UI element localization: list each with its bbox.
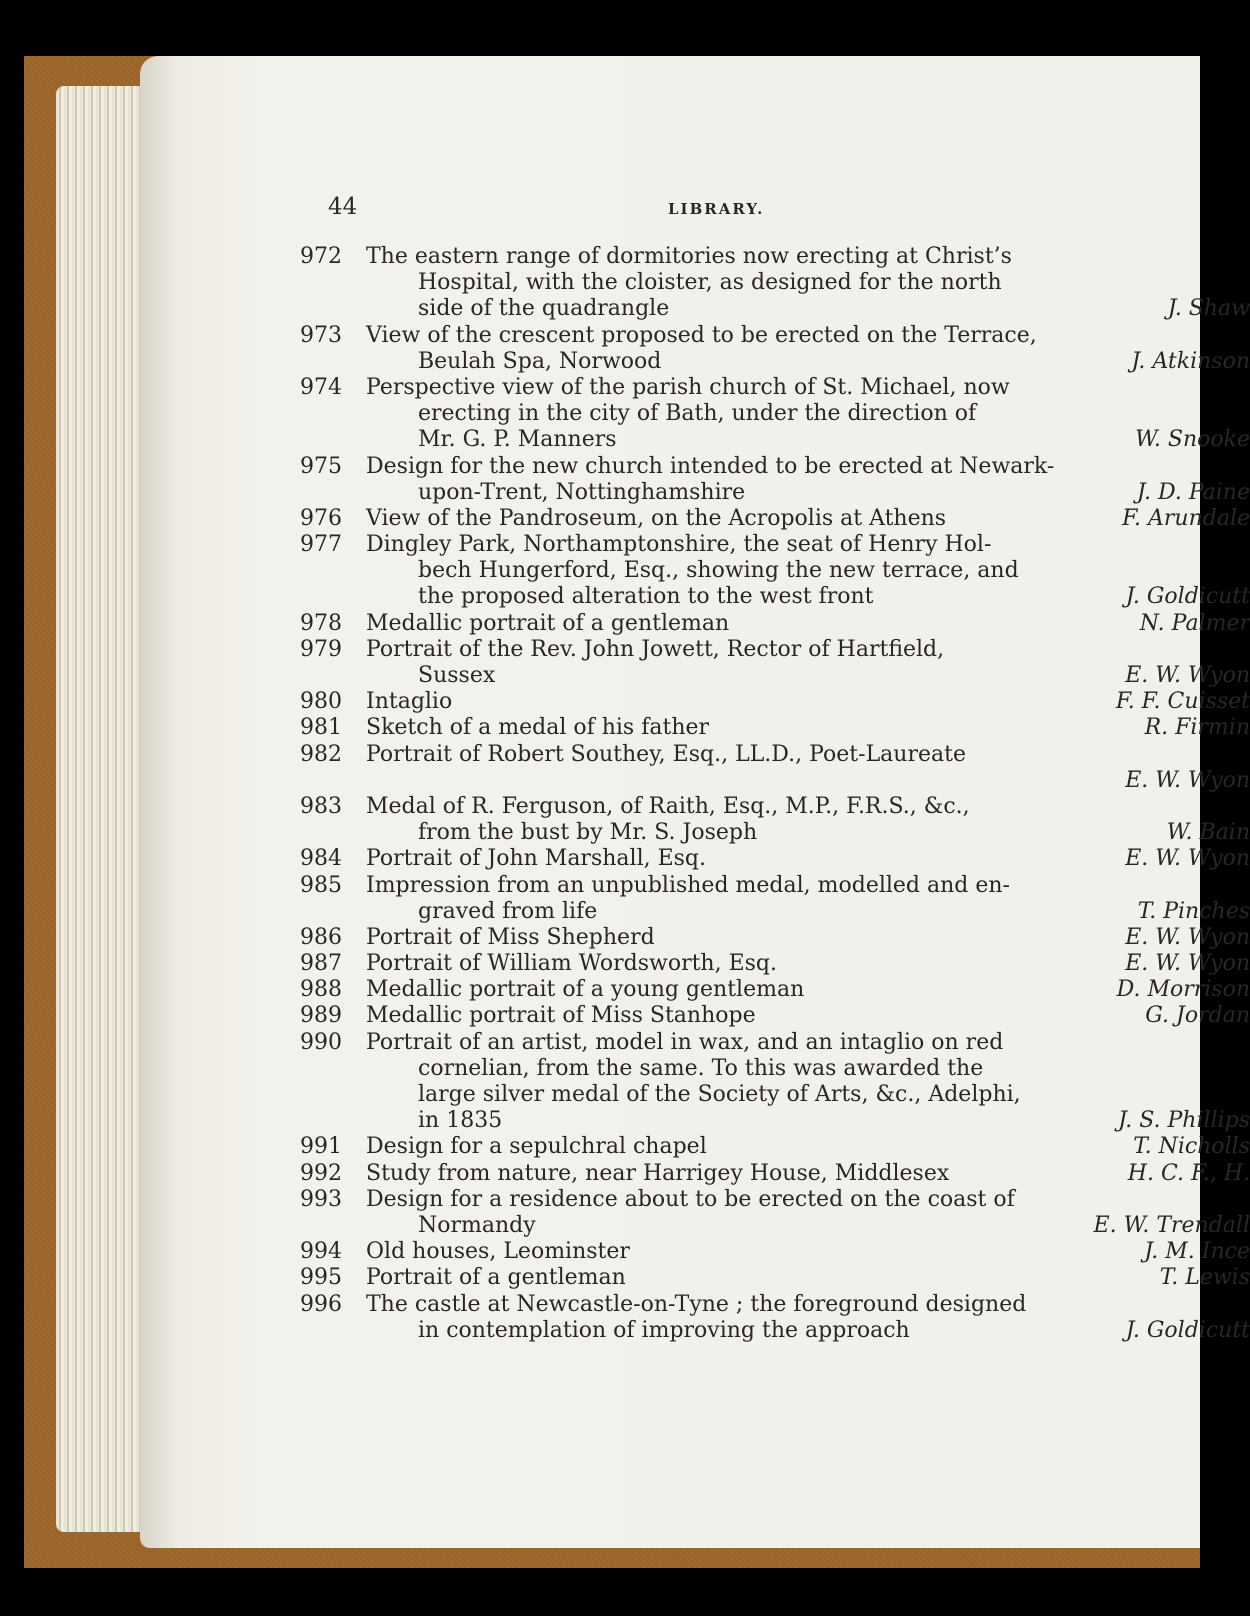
catalogue-entry (300, 1003, 1250, 1029)
entry-text: Beulah Spa, Norwood (418, 348, 662, 374)
entry-text: Medal of R. Ferguson, of Raith, Esq., M.P., F.R.S., &c., (366, 793, 970, 819)
entry-line (300, 925, 1250, 951)
entry-line (300, 532, 1250, 558)
entry-number: 972 (300, 244, 342, 269)
catalogue-entry (300, 375, 1250, 454)
catalogue-entry (300, 454, 1250, 506)
page-header (140, 194, 1200, 228)
entry-text: Sketch of a medal of his father (366, 715, 710, 741)
entry-line (300, 794, 1250, 820)
entry-text: Study from nature, near Harrigey House, Middlesex (366, 1160, 950, 1186)
catalogue-entry (300, 873, 1250, 925)
entry-line (300, 401, 1250, 427)
catalogue-entry (300, 794, 1250, 846)
catalogue-entry (300, 637, 1250, 689)
entry-text: Medallic portrait of Miss Stanhope (366, 1003, 756, 1029)
entry-line (300, 899, 1250, 925)
entry-number: 982 (300, 741, 342, 767)
entry-line (300, 558, 1250, 584)
entry-artist: T. Lewis (1159, 1265, 1250, 1291)
catalogue-entry (300, 1292, 1250, 1344)
entry-text: Old houses, Leominster (366, 1239, 630, 1265)
entry-number: 973 (300, 322, 342, 348)
entry-line (300, 584, 1250, 610)
entry-number: 993 (300, 1186, 342, 1212)
entry-artist: E. W. Trendall (1093, 1212, 1250, 1238)
entry-line (300, 1082, 1250, 1108)
entry-artist: J. M. Ince (1144, 1239, 1250, 1265)
entry-text: Portrait of an artist, model in wax, and an intaglio on red (366, 1029, 1004, 1055)
entry-line (300, 480, 1250, 506)
entry-line (300, 1108, 1250, 1134)
entry-number: 990 (300, 1029, 342, 1055)
entry-line (300, 270, 1250, 296)
entry-line (300, 663, 1250, 689)
entry-text: Dingley Park, Northamptonshire, the seat of Henry Hol- (366, 532, 992, 558)
entry-number: 995 (300, 1265, 342, 1291)
entry-number: 984 (300, 846, 342, 872)
entry-number: 981 (300, 715, 342, 741)
entry-text: graved from life (418, 898, 598, 924)
catalogue-entry (300, 611, 1250, 637)
entry-text: Portrait of John Marshall, Esq. (366, 846, 707, 872)
entry-line (300, 1056, 1250, 1082)
entry-artist: E. W. Wyon (1125, 924, 1250, 950)
entry-line (300, 1265, 1250, 1291)
entry-line (300, 1030, 1250, 1056)
entry-artist: N. Palmer (1139, 610, 1250, 636)
entry-line (300, 1318, 1250, 1344)
entry-text: Portrait of the Rev. John Jowett, Rector of Hartfield, (366, 636, 945, 662)
entry-number: 987 (300, 951, 342, 977)
entry-text: side of the quadrangle (418, 296, 670, 322)
entry-line (300, 951, 1250, 977)
entry-artist: F. Arundale (1122, 505, 1250, 531)
entry-number: 983 (300, 793, 342, 819)
entry-text: from the bust by Mr. S. Joseph (418, 820, 758, 846)
entry-line (300, 1003, 1250, 1029)
entry-line (300, 323, 1250, 349)
entry-line (300, 768, 1250, 794)
entry-number: 979 (300, 636, 342, 662)
entry-artist: W. Bain (1166, 820, 1250, 846)
entry-line (300, 1239, 1250, 1265)
entry-text: Design for a sepulchral chapel (366, 1134, 707, 1160)
entry-text: Normandy (418, 1212, 536, 1238)
entry-artist: J. Shaw (1167, 296, 1250, 322)
entry-text: Intaglio (366, 689, 453, 715)
entry-line (300, 846, 1250, 872)
catalogue-entry (300, 715, 1250, 741)
entry-number: 986 (300, 924, 342, 950)
entry-number: 977 (300, 532, 342, 558)
entry-text: in contemplation of improving the approach (418, 1317, 910, 1343)
entry-text: the proposed alteration to the west front (418, 584, 874, 610)
entry-number: 974 (300, 374, 342, 400)
catalogue-entries (300, 244, 1250, 1344)
entry-text: Sussex (418, 663, 496, 688)
entry-text: Design for a residence about to be erected on the coast of (366, 1186, 1015, 1212)
catalogue-entry (300, 506, 1250, 532)
entry-artist: W. Snooke (1135, 427, 1250, 453)
entry-line (300, 689, 1250, 715)
entry-text: Medallic portrait of a gentleman (366, 610, 730, 636)
catalogue-entry (300, 925, 1250, 951)
entry-artist: J. Atkinson (1131, 348, 1250, 374)
entry-number: 978 (300, 610, 342, 636)
entry-artist: E. W. Wyon (1125, 846, 1250, 872)
entry-text: Medallic portrait of a young gentleman (366, 977, 805, 1003)
entry-artist: J. Goldicutt (1125, 1317, 1250, 1343)
page-number: 44 (328, 194, 358, 220)
entry-artist: T. Pinches (1137, 898, 1250, 924)
entry-text: View of the Pandroseum, on the Acropolis at Athens (366, 505, 947, 531)
entry-artist: D. Morrison (1116, 977, 1250, 1003)
entry-text: Hospital, with the cloister, as designed for the north (418, 270, 1002, 296)
entry-text: The castle at Newcastle-on-Tyne ; the foreground designed (366, 1291, 1027, 1317)
entry-text: Portrait of a gentleman (366, 1265, 626, 1291)
entry-line (300, 820, 1250, 846)
entry-line (300, 454, 1250, 480)
catalogue-entry (300, 742, 1250, 794)
catalogue-entry (300, 977, 1250, 1003)
entry-number: 994 (300, 1239, 342, 1265)
entry-line (300, 296, 1250, 322)
entry-artist: J. Goldicutt (1125, 584, 1250, 610)
entry-line (300, 1292, 1250, 1318)
entry-artist: R. Firmin (1144, 715, 1250, 741)
entry-number: 996 (300, 1291, 342, 1317)
entry-text: large silver medal of the Society of Arts, &c., Adelphi, (418, 1082, 1021, 1107)
entry-text: cornelian, from the same. To this was awarded the (418, 1055, 984, 1081)
entry-line (300, 1161, 1250, 1187)
entry-line (300, 1213, 1250, 1239)
entry-text: erecting in the city of Bath, under the direction of (418, 401, 977, 427)
catalogue-entry (300, 1134, 1250, 1160)
entry-artist: J. S. Phillips (1118, 1108, 1250, 1134)
entry-text: Mr. G. P. Manners (418, 427, 617, 453)
entry-artist: E. W. Wyon (1125, 767, 1250, 793)
entry-text: upon-Trent, Nottinghamshire (418, 479, 746, 505)
book-page (140, 56, 1250, 1548)
entry-artist: T. Nicholls (1133, 1134, 1250, 1160)
entry-artist: F. F. Cuisset (1115, 689, 1250, 715)
entry-artist: G. Jordan (1145, 1003, 1250, 1029)
entry-line (300, 427, 1250, 453)
entry-text: Design for the new church intended to be erected at Newark- (366, 453, 1055, 479)
entry-number: 975 (300, 453, 342, 479)
entry-text: View of the crescent proposed to be erected on the Terrace, (366, 322, 1037, 348)
catalogue-entry (300, 1161, 1250, 1187)
catalogue-entry (300, 244, 1250, 323)
entry-artist: E. W. Wyon (1125, 951, 1250, 977)
entry-number: 992 (300, 1160, 342, 1186)
entry-text: Perspective view of the parish church of St. Michael, now (366, 374, 1010, 400)
catalogue-entry (300, 951, 1250, 977)
catalogue-entry (300, 846, 1250, 872)
entry-line (300, 244, 1250, 270)
entry-number: 991 (300, 1134, 342, 1160)
catalogue-entry (300, 1265, 1250, 1291)
entry-text: in 1835 (418, 1108, 503, 1134)
entry-number: 989 (300, 1003, 342, 1029)
entry-line (300, 637, 1250, 663)
catalogue-entry (300, 1187, 1250, 1239)
catalogue-entry (300, 323, 1250, 375)
entry-line (300, 506, 1250, 532)
catalogue-entry (300, 1030, 1250, 1135)
entry-number: 976 (300, 505, 342, 531)
entry-line (300, 977, 1250, 1003)
entry-text: Portrait of Robert Southey, Esq., LL.D., Poet-Laureate (366, 741, 966, 767)
entry-line (300, 1134, 1250, 1160)
catalogue-entry (300, 1239, 1250, 1265)
entry-number: 985 (300, 872, 342, 898)
entry-line (300, 1187, 1250, 1213)
running-head: LIBRARY. (668, 200, 765, 218)
entry-text: Portrait of William Wordsworth, Esq. (366, 951, 778, 977)
entry-text: The eastern range of dormitories now erecting at Christ’s (366, 244, 1012, 269)
entry-artist: J. D. Paine (1136, 479, 1250, 505)
entry-artist: E. W. Wyon (1125, 663, 1250, 688)
entry-artist: H. C. F., H. (1127, 1160, 1250, 1186)
entry-line (300, 375, 1250, 401)
entry-line (300, 611, 1250, 637)
entry-text: Portrait of Miss Shepherd (366, 924, 655, 950)
entry-text: bech Hungerford, Esq., showing the new terrace, and (418, 558, 1019, 584)
entry-text: Impression from an unpublished medal, modelled and en- (366, 872, 1010, 898)
entry-number: 988 (300, 977, 342, 1003)
catalogue-entry (300, 689, 1250, 715)
entry-line (300, 715, 1250, 741)
catalogue-entry (300, 532, 1250, 611)
entry-number: 980 (300, 689, 342, 715)
entry-line (300, 873, 1250, 899)
entry-line (300, 742, 1250, 768)
entry-line (300, 349, 1250, 375)
